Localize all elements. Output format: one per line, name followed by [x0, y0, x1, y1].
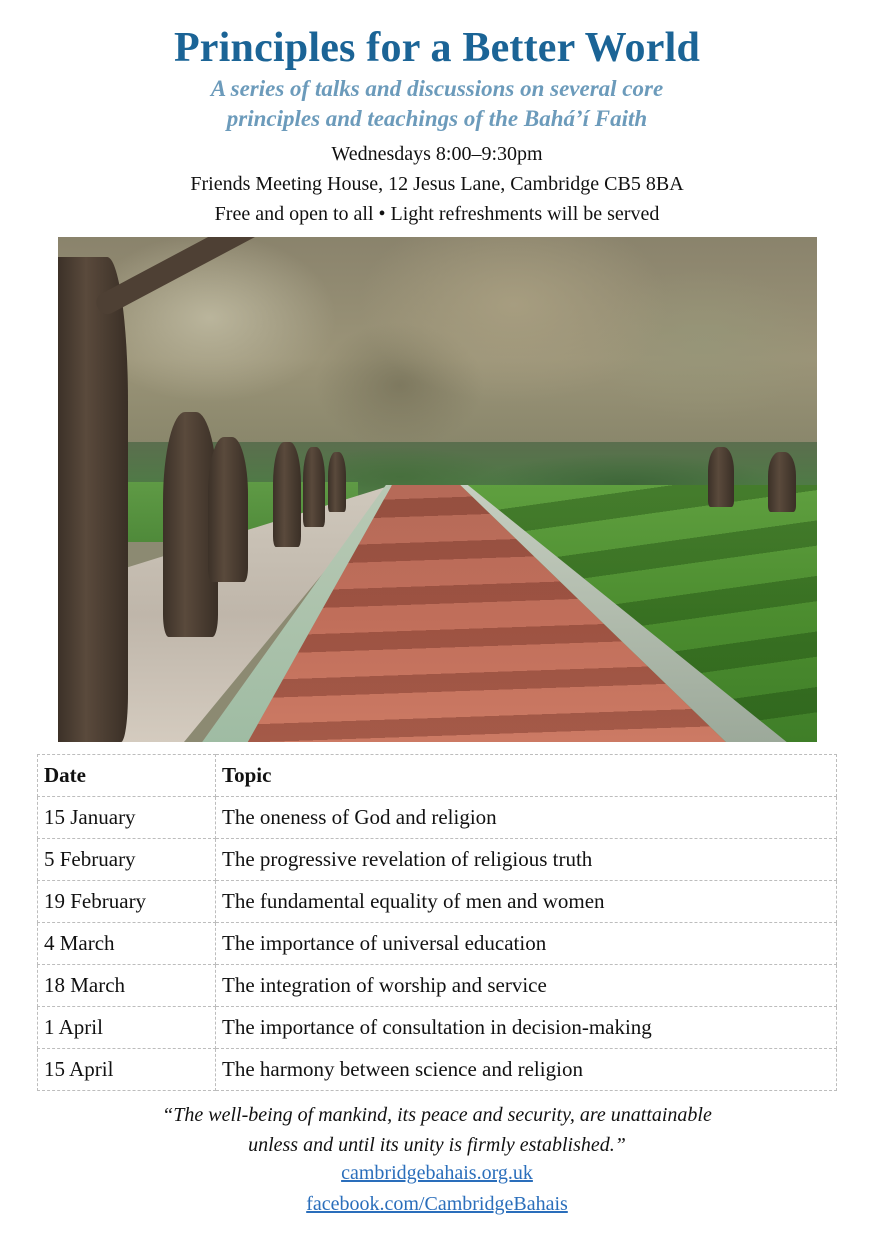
table-header-row — [38, 755, 837, 797]
table-row — [38, 839, 837, 881]
tree-trunk — [303, 447, 325, 527]
subtitle-line-2: principles and teachings of the Bahá’í Faith — [226, 106, 648, 131]
date-cell: 15 April — [38, 1049, 216, 1091]
facebook-link[interactable]: facebook.com/CambridgeBahais — [306, 1193, 568, 1215]
table-row — [38, 1007, 837, 1049]
event-notes: Free and open to all • Light refreshments will be served — [214, 203, 660, 225]
tree-trunk — [708, 447, 734, 507]
event-venue: Friends Meeting House, 12 Jesus Lane, Cambridge CB5 8BA — [190, 173, 684, 195]
topic-cell: The integration of worship and service — [216, 965, 837, 1007]
website-link[interactable]: cambridgebahais.org.uk — [341, 1162, 533, 1184]
topic-cell: The fundamental equality of men and women — [216, 881, 837, 923]
column-header-topic: Topic — [216, 755, 837, 797]
date-cell: 18 March — [38, 965, 216, 1007]
table-row — [38, 965, 837, 1007]
topic-cell: The importance of universal education — [216, 923, 837, 965]
tree-trunk — [58, 257, 128, 742]
tree-trunk — [273, 442, 301, 547]
page-subtitle — [0, 74, 874, 134]
table-row — [38, 881, 837, 923]
date-cell: 1 April — [38, 1007, 216, 1049]
tree-trunk — [768, 452, 796, 512]
facebook-link-row — [0, 1190, 874, 1218]
table-row — [38, 1049, 837, 1091]
quotation — [0, 1100, 874, 1160]
schedule-table — [37, 754, 837, 1091]
garden-path-photo — [58, 237, 817, 742]
topic-cell: The progressive revelation of religious truth — [216, 839, 837, 881]
tree-trunk — [208, 437, 248, 582]
topic-cell: The oneness of God and religion — [216, 797, 837, 839]
event-time: Wednesdays 8:00–9:30pm — [331, 143, 543, 165]
quote-line-2: unless and until its unity is firmly established.” — [248, 1134, 626, 1156]
tree-trunk — [328, 452, 346, 512]
date-cell: 19 February — [38, 881, 216, 923]
date-cell: 5 February — [38, 839, 216, 881]
topic-cell: The importance of consultation in decision-making — [216, 1007, 837, 1049]
topic-cell: The harmony between science and religion — [216, 1049, 837, 1091]
table-row — [38, 923, 837, 965]
website-link-row — [0, 1159, 874, 1187]
column-header-date: Date — [38, 755, 216, 797]
table-row — [38, 797, 837, 839]
date-cell: 15 January — [38, 797, 216, 839]
page-title: Principles for a Better World — [173, 25, 701, 71]
quote-line-1: “The well-being of mankind, its peace and security, are unattainable — [162, 1104, 712, 1126]
subtitle-line-1: A series of talks and discussions on several core — [210, 76, 664, 101]
date-cell: 4 March — [38, 923, 216, 965]
